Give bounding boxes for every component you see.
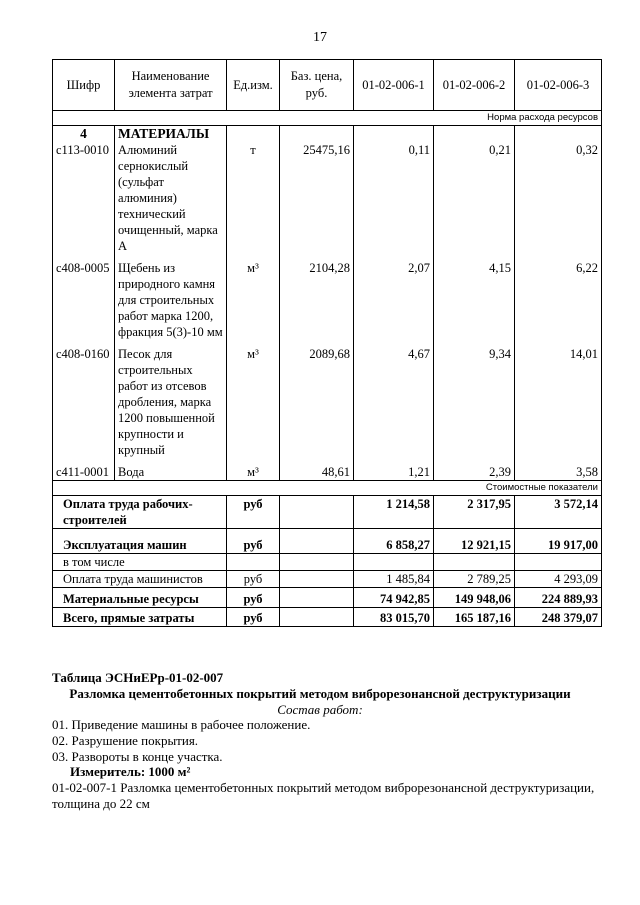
cost-name: в том числе	[53, 554, 227, 571]
header-col2: 01-02-006-2	[434, 60, 515, 111]
cost-v1: 74 942,85	[354, 588, 434, 608]
cost-v3: 4 293,09	[515, 571, 602, 588]
header-price: Баз. цена, руб.	[280, 60, 354, 111]
material-v3: 3,58	[515, 464, 602, 481]
material-price: 25475,16	[280, 142, 354, 254]
material-code: с408-0005	[53, 260, 115, 340]
material-price: 2089,68	[280, 346, 354, 458]
work-item: 01. Приведение машины в рабочее положение.	[52, 717, 311, 732]
section-title: МАТЕРИАЛЫ	[115, 126, 227, 143]
cost-name: Оплата труда рабочих-строителей	[53, 496, 227, 529]
cost-unit: руб	[227, 529, 280, 554]
work-item: 02. Разрушение покрытия.	[52, 733, 199, 748]
table-row	[53, 260, 602, 340]
material-code: с113-0010	[53, 142, 115, 254]
header-col3: 01-02-006-3	[515, 60, 602, 111]
material-v1: 2,07	[354, 260, 434, 340]
cost-row	[53, 608, 602, 627]
cost-name: Эксплуатация машин	[53, 529, 227, 554]
cost-v1: 6 858,27	[354, 529, 434, 554]
section-row	[53, 126, 602, 143]
table-row	[53, 142, 602, 254]
meter: Измеритель: 1000 м²	[70, 764, 191, 779]
table-row	[53, 464, 602, 481]
cost-v3: 248 379,07	[515, 608, 602, 627]
material-name: Алюминий сернокислый (сульфат алюминия) технический очищенный, марка А	[115, 142, 227, 254]
section-code: 4	[53, 126, 115, 143]
works-heading: Состав работ:	[277, 702, 363, 717]
resource-table	[52, 59, 602, 627]
material-v2: 2,39	[434, 464, 515, 481]
cost-v2: 165 187,16	[434, 608, 515, 627]
cost-v1: 1 485,84	[354, 571, 434, 588]
material-v2: 4,15	[434, 260, 515, 340]
material-name: Вода	[115, 464, 227, 481]
norm-label: Норма расхода ресурсов	[53, 111, 602, 126]
cost-v3: 19 917,00	[515, 529, 602, 554]
cost-name: Материальные ресурсы	[53, 588, 227, 608]
cost-v3: 3 572,14	[515, 496, 602, 529]
material-v2: 0,21	[434, 142, 515, 254]
header-unit: Ед.изм.	[227, 60, 280, 111]
item-line-2: толщина до 22 см	[52, 796, 150, 811]
cost-v1: 1 214,58	[354, 496, 434, 529]
material-unit: м³	[227, 346, 280, 458]
material-name: Песок для строительных работ из отсевов дробления, марка 1200 повышенной крупности и крупный	[115, 346, 227, 458]
cost-v2: 149 948,06	[434, 588, 515, 608]
cost-name: Всего, прямые затраты	[53, 608, 227, 627]
cost-label: Стоимостные показатели	[53, 481, 602, 496]
next-table-title: Таблица ЭСНиЕРр-01-02-007	[52, 670, 224, 685]
material-code: с411-0001	[53, 464, 115, 481]
material-v3: 14,01	[515, 346, 602, 458]
cost-unit: руб	[227, 588, 280, 608]
material-price: 2104,28	[280, 260, 354, 340]
material-unit: т	[227, 142, 280, 254]
cost-row	[53, 529, 602, 554]
next-table-subtitle: Разломка цементобетонных покрытий методом виброрезонансной деструктуризации	[69, 686, 571, 701]
cost-row	[53, 588, 602, 608]
item-line-1: 01-02-007-1 Разломка цементобетонных покрытий методом виброрезонансной деструктуризации,	[52, 780, 595, 795]
material-name: Щебень из природного камня для строительных работ марка 1200, фракция 5(3)-10 мм	[115, 260, 227, 340]
cost-v2: 2 317,95	[434, 496, 515, 529]
table-header-row	[53, 60, 602, 111]
cost-v1: 83 015,70	[354, 608, 434, 627]
cost-v2: 12 921,15	[434, 529, 515, 554]
cost-unit: руб	[227, 571, 280, 588]
header-code: Шифр	[53, 60, 115, 111]
header-col1: 01-02-006-1	[354, 60, 434, 111]
cost-v2: 2 789,25	[434, 571, 515, 588]
material-v1: 4,67	[354, 346, 434, 458]
cost-row	[53, 496, 602, 529]
cost-row	[53, 571, 602, 588]
material-code: с408-0160	[53, 346, 115, 458]
cost-unit: руб	[227, 496, 280, 529]
material-v1: 0,11	[354, 142, 434, 254]
cost-row	[53, 554, 602, 571]
material-price: 48,61	[280, 464, 354, 481]
cost-name: Оплата труда машинистов	[53, 571, 227, 588]
norm-label-row	[53, 111, 602, 126]
cost-label-row	[53, 481, 602, 496]
material-unit: м³	[227, 464, 280, 481]
material-v3: 6,22	[515, 260, 602, 340]
work-item: 03. Развороты в конце участка.	[52, 749, 223, 764]
table-row	[53, 346, 602, 458]
material-v1: 1,21	[354, 464, 434, 481]
material-v3: 0,32	[515, 142, 602, 254]
material-unit: м³	[227, 260, 280, 340]
header-name: Наименование элемента затрат	[115, 60, 227, 111]
cost-v3: 224 889,93	[515, 588, 602, 608]
material-v2: 9,34	[434, 346, 515, 458]
cost-unit: руб	[227, 608, 280, 627]
page-number: 17	[313, 30, 327, 45]
